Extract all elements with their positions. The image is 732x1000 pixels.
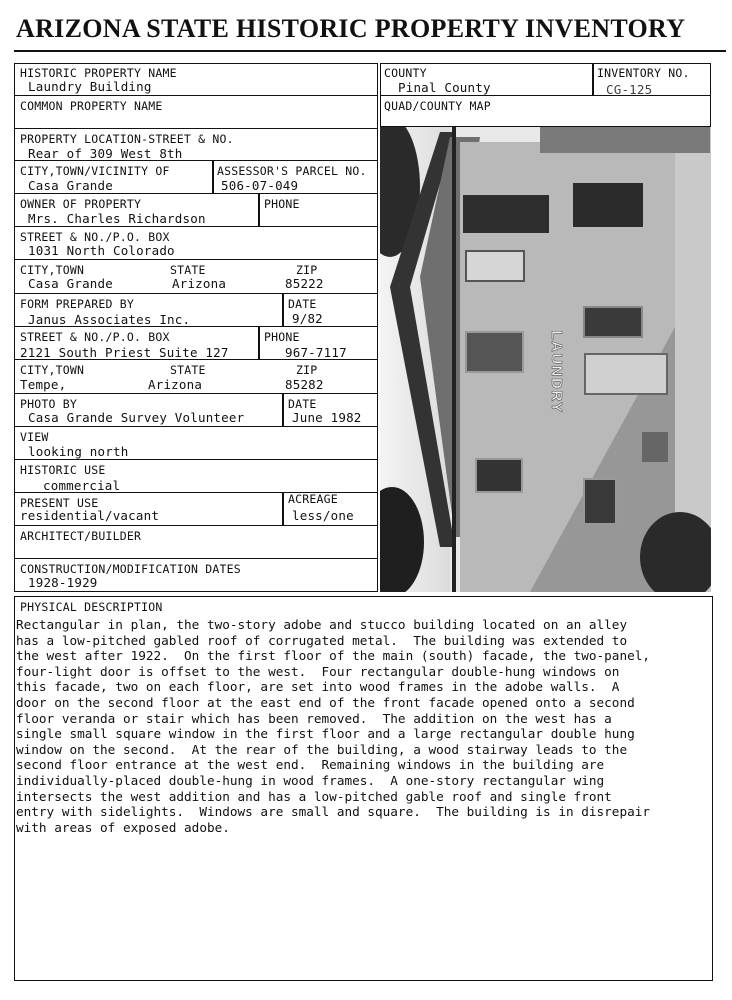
form-title: ARIZONA STATE HISTORIC PROPERTY INVENTORY [16,14,686,43]
prepared-value: Janus Associates Inc. [28,312,191,327]
architect-label: ARCHITECT/BUILDER [20,529,142,543]
owner-zip-label: ZIP [296,263,318,277]
title-rule [14,50,726,52]
prep-date-label: DATE [288,297,317,311]
prep-date-value: 9/82 [292,311,323,326]
owner-phone-divider [258,194,260,227]
owner-label: OWNER OF PROPERTY [20,197,142,211]
inventory-value: CG-125 [606,82,653,97]
prep-zip-value: 85282 [285,377,324,392]
historic-name-value: Laundry Building [28,79,152,94]
prep-city-label: CITY,TOWN [20,363,85,377]
historic-use-value: commercial [43,478,121,493]
photo-date-value: June 1982 [292,410,362,425]
owner-state-value: Arizona [172,276,227,291]
prep-street-label: STREET & NO./P.O. BOX [20,330,170,344]
prep-street-value: 2121 South Priest Suite 127 [20,345,229,360]
owner-street-value: 1031 North Colorado [28,243,175,258]
location-label: PROPERTY LOCATION-STREET & NO. [20,132,234,146]
prep-zip-label: ZIP [296,363,318,377]
owner-phone-label: PHONE [264,197,300,211]
inventory-label: INVENTORY NO. [597,66,690,80]
photo-by-label: PHOTO BY [20,397,77,411]
prep-state-label: STATE [170,363,206,377]
photo-by-value: Casa Grande Survey Volunteer [28,410,245,425]
owner-city-value: Casa Grande [28,276,113,291]
common-name-label: COMMON PROPERTY NAME [20,99,163,113]
prep-date-divider [282,294,284,327]
parcel-divider [212,161,214,194]
present-use-label: PRESENT USE [20,496,99,510]
property-photograph [380,127,711,592]
photo-date-label: DATE [288,397,317,411]
laundry-sign: LAUNDRY [548,330,565,414]
prep-city-value: Tempe, [20,377,67,392]
prep-phone-label: PHONE [264,330,300,344]
physical-description-text: Rectangular in plan, the two-story adobe and stucco building located on an alley has a low-pitched gabled roof of corrugated metal. The building was extended to the west after 1922. On the first floor of the main (south) facade, the two-panel, four-light door is offset to the west. Four rectangular double-hung windows on this facade, two on each floor, are set into wood frames in the adobe walls. A door on the second floor at the east end of the front facade opened onto a second floor veranda or stair which has been removed. The addition on the west has a single small square window in the first floor and a large rectangular double hung window on the second. At the rear of the building, a wood stairway leads to the second floor entrance at the west end. Remaining windows in the building are individually-placed double-hung in wood frames. A one-story rectangular wing intersects the west addition and has a low-pitched gable roof and single front entry with sidelights. Windows are small and square. The building is in disrepair with areas of exposed adobe. [16,617,650,835]
owner-city-label: CITY,TOWN [20,263,85,277]
construction-value: 1928-1929 [28,575,98,590]
owner-state-label: STATE [170,263,206,277]
building-photo-graphic [380,127,711,592]
acreage-value: less/one [292,508,354,523]
historic-name-label: HISTORIC PROPERTY NAME [20,66,177,80]
quad-map-label: QUAD/COUNTY MAP [384,99,491,113]
construction-label: CONSTRUCTION/MODIFICATION DATES [20,562,241,576]
city-vicinity-label: CITY,TOWN/VICINITY OF [20,164,170,178]
view-label: VIEW [20,430,49,444]
inventory-divider [592,63,594,96]
owner-value: Mrs. Charles Richardson [28,211,206,226]
county-value: Pinal County [398,80,491,95]
county-label: COUNTY [384,66,427,80]
present-use-value: residential/vacant [20,508,160,523]
prep-phone-value: 967-7117 [285,345,347,360]
parcel-label: ASSESSOR'S PARCEL NO. [217,164,367,178]
city-vicinity-value: Casa Grande [28,178,113,193]
prep-phone-divider [258,327,260,360]
parcel-value: 506-07-049 [221,178,299,193]
owner-zip-value: 85222 [285,276,324,291]
view-value: looking north [28,444,129,459]
acreage-divider [282,493,284,526]
acreage-label: ACREAGE [288,492,338,506]
prepared-label: FORM PREPARED BY [20,297,134,311]
physical-description-label: PHYSICAL DESCRIPTION [20,600,163,614]
photo-date-divider [282,394,284,427]
prep-state-value: Arizona [148,377,203,392]
location-value: Rear of 309 West 8th [28,146,183,161]
owner-street-label: STREET & NO./P.O. BOX [20,230,170,244]
historic-use-label: HISTORIC USE [20,463,106,477]
